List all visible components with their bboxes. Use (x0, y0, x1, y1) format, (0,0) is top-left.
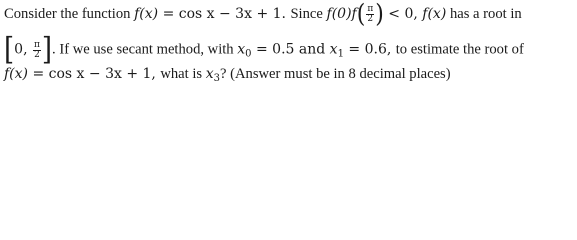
x3-subscript: 3 (213, 73, 221, 84)
fraction-denominator: 2 (34, 49, 40, 60)
pi-over-2-fraction (366, 5, 374, 24)
since-text: Since (290, 6, 327, 22)
answer-instruction: ? (Answer must be in 8 decimal places) (220, 66, 451, 82)
right-paren: ) (375, 0, 384, 29)
x1-value: = 0.6, (343, 41, 396, 58)
root-text: has a root in (446, 6, 522, 22)
function-definition: = cos x − 3x + 1. (158, 6, 291, 22)
left-bracket: [ (4, 32, 15, 68)
x3-symbol: x (205, 66, 214, 82)
fraction-numerator: π (367, 4, 374, 15)
x1-subscript: 1 (337, 48, 344, 60)
left-paren: ( (356, 0, 366, 29)
function-fx-3: f(x) (4, 66, 29, 82)
question-line-2 (4, 32, 524, 68)
pi-over-2-fraction-interval (33, 41, 41, 60)
function-fx: f(x) (134, 6, 159, 22)
f0-times-f: f(0)f (326, 6, 357, 22)
interval-zero: 0, (14, 41, 32, 58)
function-fx-2: f(x) (422, 6, 447, 22)
question-text-block (0, 0, 577, 97)
fraction-numerator: π (33, 39, 40, 50)
x1-symbol: x (329, 41, 338, 58)
question-line-3 (4, 64, 451, 89)
x0-subscript: 0 (245, 48, 252, 60)
intro-text: Consider the function (4, 6, 135, 22)
what-is-text: what is (160, 66, 206, 82)
function-definition-2: = cos x − 3x + 1, (28, 66, 161, 82)
right-bracket: ] (41, 32, 53, 68)
estimate-text: to estimate the root of (395, 41, 524, 58)
fraction-denominator: 2 (367, 14, 374, 25)
x0-value: = 0.5 and (251, 41, 330, 58)
secant-method-text: . If we use secant method, with (52, 41, 238, 58)
question-line-1 (4, 0, 522, 29)
x0-symbol: x (237, 41, 246, 58)
less-than-zero: < 0, (383, 6, 423, 22)
